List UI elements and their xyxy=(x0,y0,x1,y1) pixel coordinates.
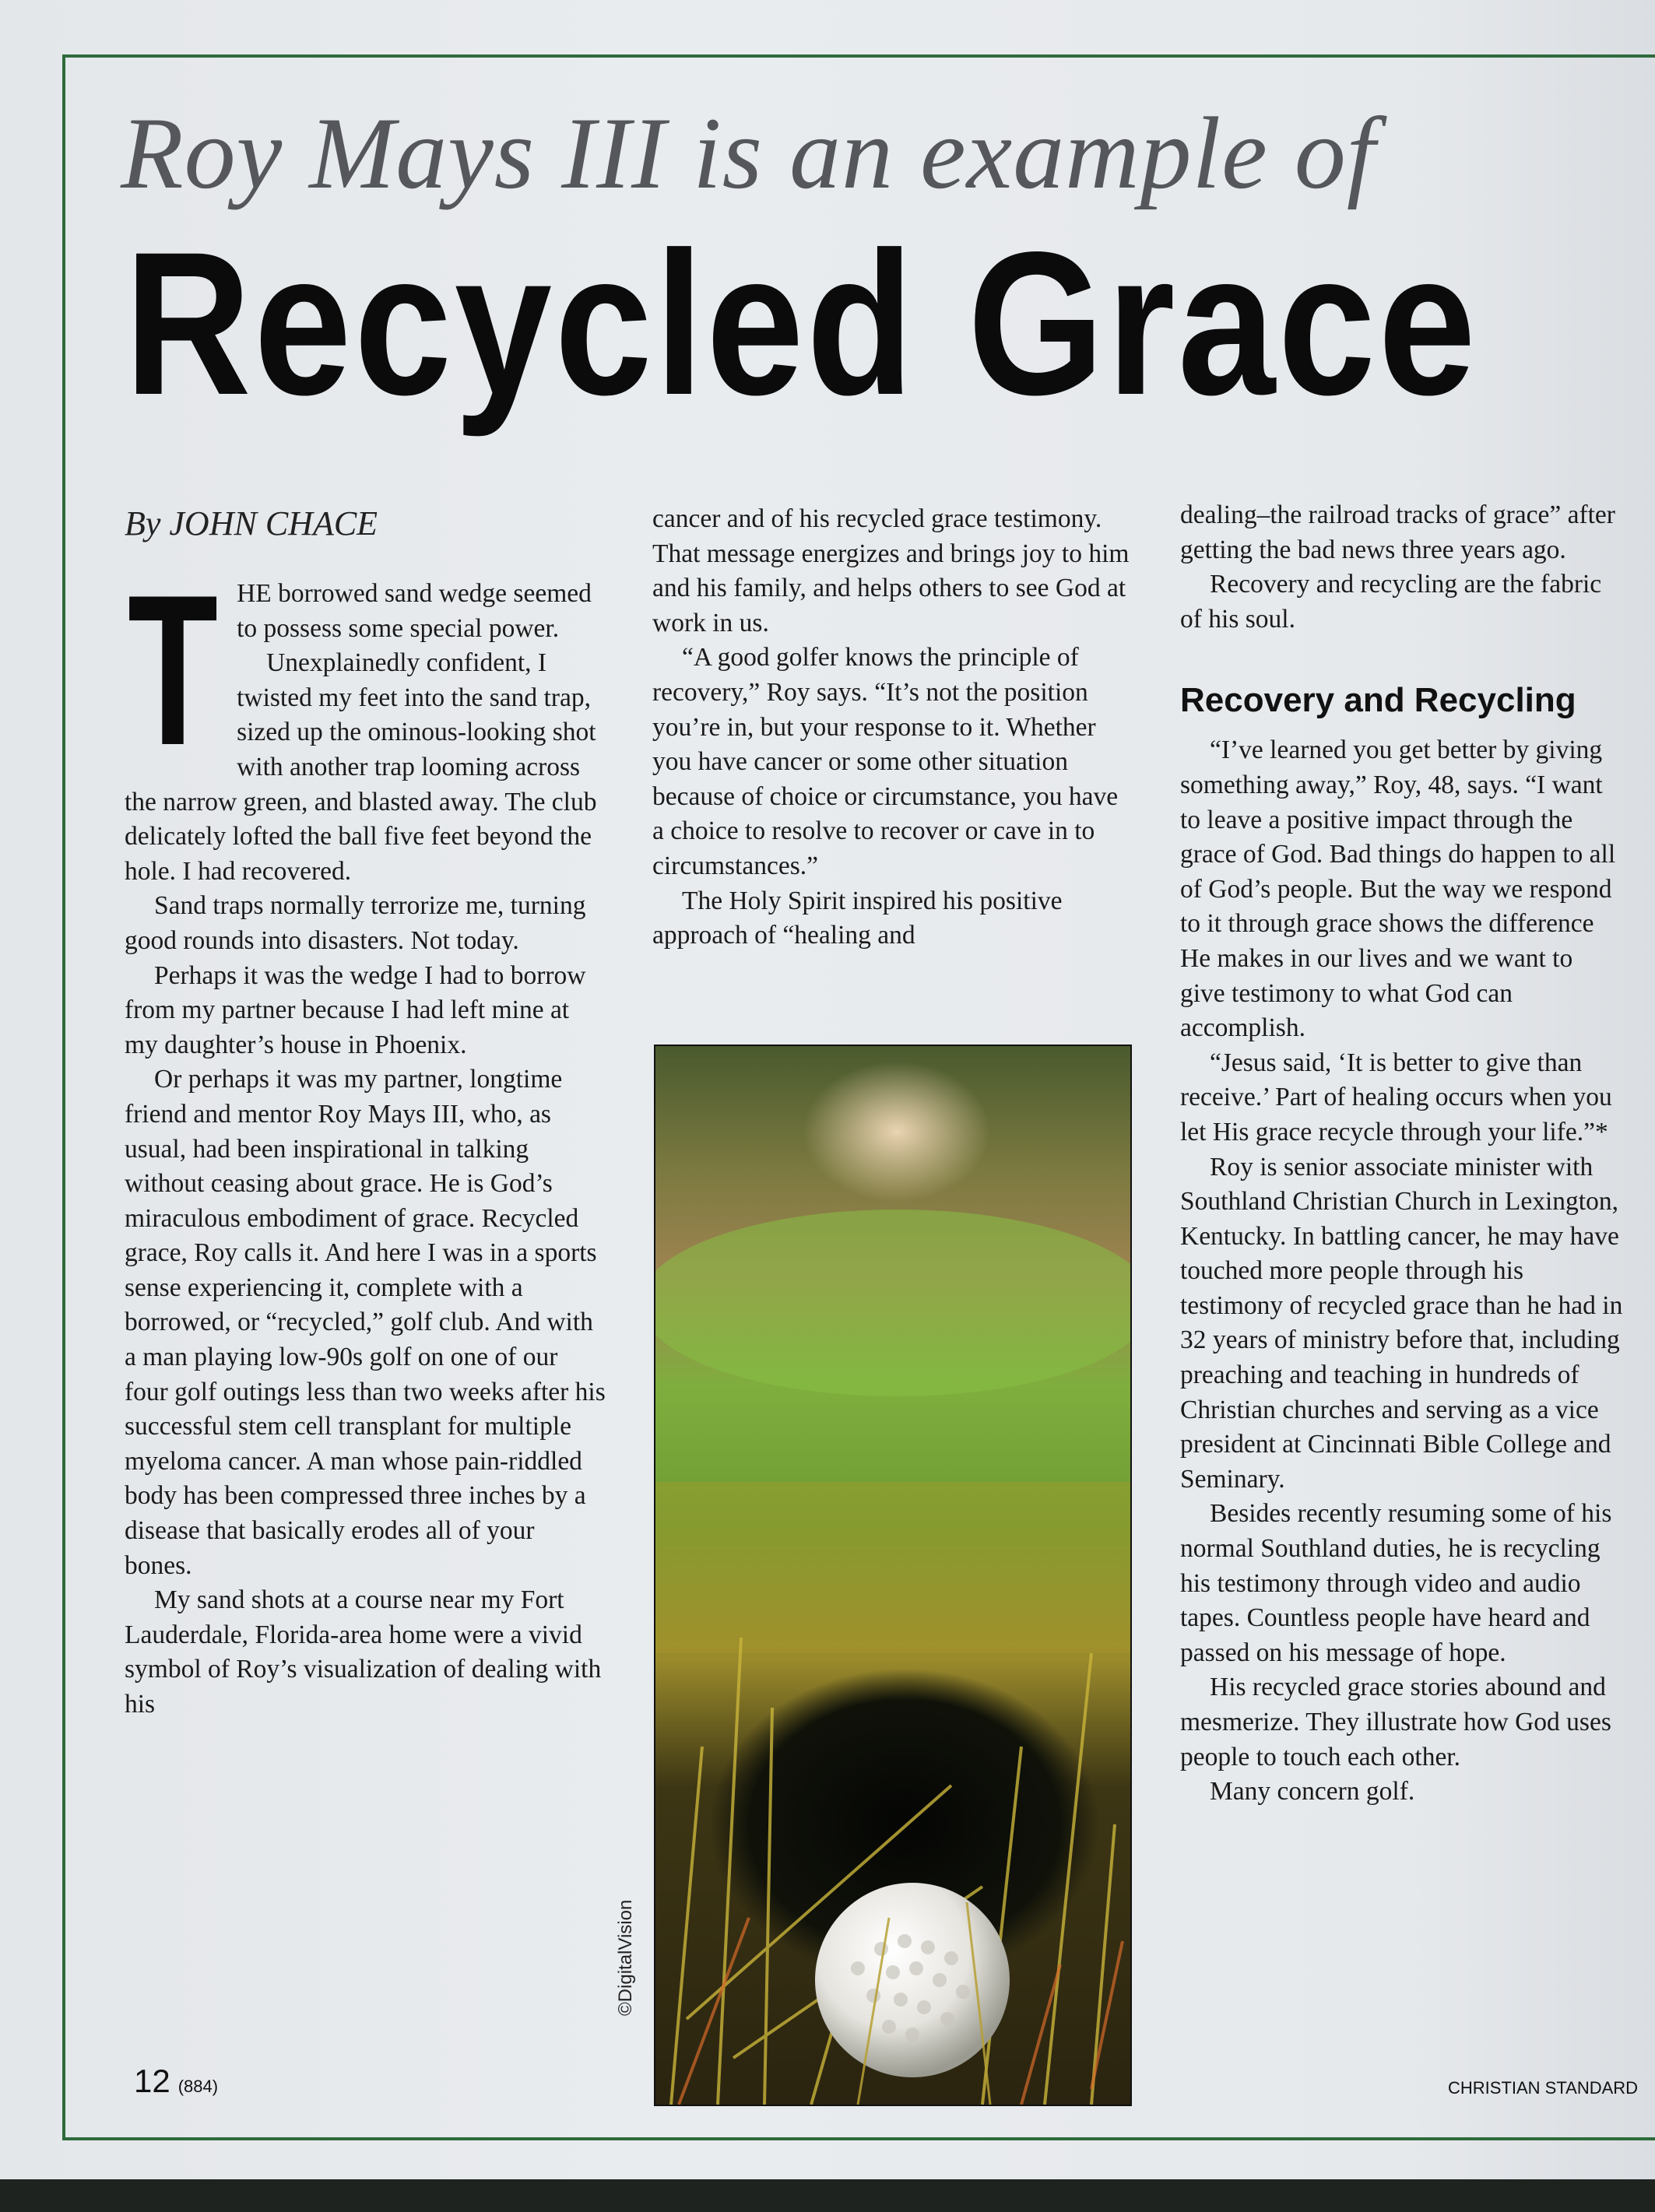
paragraph: “Jesus said, ‘It is better to give than receive.’ Part of healing occurs when you let His grace recycle through your life.”* xyxy=(1180,1048,1612,1146)
paragraph: Many concern golf. xyxy=(1210,1777,1415,1806)
paragraph: The Holy Spirit inspired his positive approach of “healing and xyxy=(652,886,1063,950)
paragraph: HE borrowed sand wedge seemed to possess some special power. xyxy=(237,579,592,643)
golf-ball-photo xyxy=(654,1045,1132,2106)
byline: By JOHN CHACE xyxy=(125,504,378,542)
paragraph: My sand shots at a course near my Fort Lauderdale, Florida-area home were a vivid symbol of Roy’s visualization of dealing with his xyxy=(125,1585,602,1719)
photo-credit: ©DigitalVision xyxy=(615,1899,636,2016)
column-3 xyxy=(1180,498,1624,1810)
column-2 xyxy=(652,502,1135,953)
paragraph: His recycled grace stories abound and mesmerize. They illustrate how God uses people to touch each other. xyxy=(1180,1673,1611,1771)
paragraph: Or perhaps it was my partner, longtime friend and mentor Roy Mays III, who, as usual, had been inspirational in talking without ceasing about grace. He is God’s miraculous embodiment of grace. Recycled grace, Roy calls it. And here I was in a sports sense experiencing it, complete with a borrowed, or “recycled,” golf club. And with a man playing low-90s golf on one of our four golf outings less than two weeks after his successful stem cell transplant for multiple myeloma cancer. A man whose pain-riddled body has been compressed three inches by a disease that basically erodes all of your bones. xyxy=(125,1065,606,1580)
headline: Recycled Grace xyxy=(125,209,1479,437)
paragraph: Unexplainedly confident, I twisted my feet into the sand trap, sized up the ominous-looking shot with another trap looming across the narrow green, and blasted away. The club delicately lofted the ball five feet beyond the hole. I had recovered. xyxy=(125,648,597,886)
page-number-sub: (884) xyxy=(177,2077,219,2096)
drop-cap: T xyxy=(128,551,219,791)
paragraph: “A good golfer knows the principle of recovery,” Roy says. “It’s not the position you’re in, but your response to it. Whether you have cancer or some other situation because of choice or circumstance, you have a choice to resolve to recover or cave in to circumstances.” xyxy=(652,643,1119,880)
golf-ball xyxy=(815,1883,1010,2077)
column-1 xyxy=(125,502,607,1722)
publication-name: CHRISTIAN STANDARD xyxy=(1448,2078,1639,2098)
paragraph: dealing–the railroad tracks of grace” after getting the bad news three years ago. xyxy=(1180,500,1615,564)
page-number-main: 12 xyxy=(134,2063,170,2099)
paragraph: Recovery and recycling are the fabric of his soul. xyxy=(1180,570,1602,634)
paragraph: Sand traps normally terrorize me, turning good rounds into disasters. Not today. xyxy=(125,891,586,955)
paragraph: Besides recently resuming some of his normal Southland duties, he is recycling his testimony through video and audio tapes. Countless people have heard and passed on his message of hope. xyxy=(1180,1499,1612,1667)
paragraph: cancer and of his recycled grace testimony. That message energizes and brings joy to him and his family, and helps others to see God at work in us. xyxy=(652,504,1130,637)
paragraph: Roy is senior associate minister with Southland Christian Church in Lexington, Kentucky. In battling cancer, he may have touched more people through his testimony of recycled grace than he had in 32 years of ministry before that, including preaching and teaching in hundreds of Christian churches and serving as a vice president at Cincinnati Bible College and Seminary. xyxy=(1180,1152,1623,1494)
page-number xyxy=(134,2063,218,2100)
paragraph: Perhaps it was the wedge I had to borrow from my partner because I had left mine at my daughter’s house in Phoenix. xyxy=(125,960,586,1059)
kicker-title: Roy Mays III is an example of xyxy=(121,96,1376,210)
paragraph: “I’ve learned you get better by giving something away,” Roy, 48, says. “I want to leave a positive impact through the grace of God. Bad things do happen to all of God’s people. But the way we respond to it through grace shows the difference He makes in our lives and we want to give testimony to what God can accomplish. xyxy=(1180,736,1616,1043)
section-subhead: Recovery and Recycling xyxy=(1180,681,1576,720)
